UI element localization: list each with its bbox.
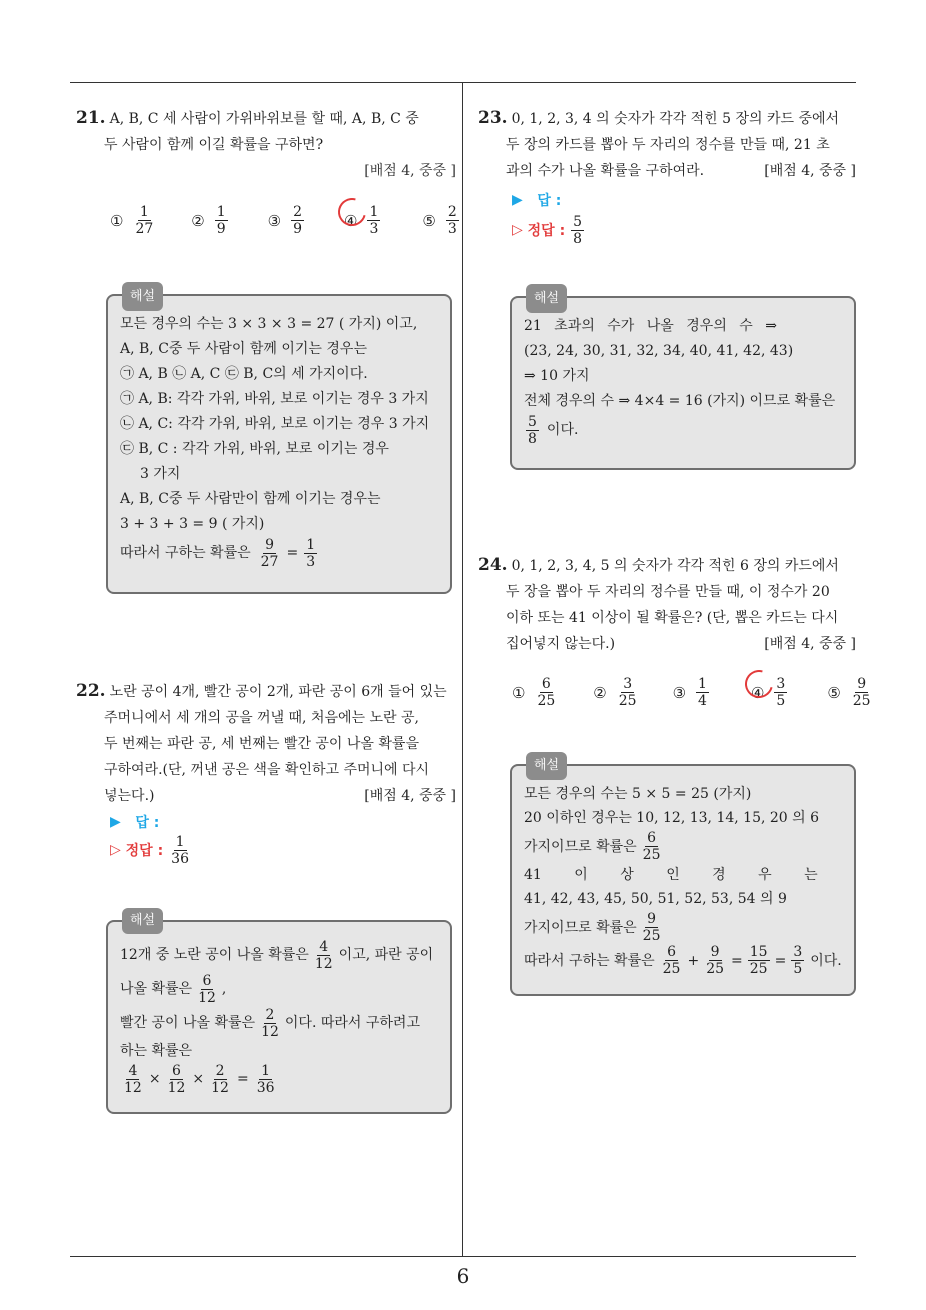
denominator: 12 bbox=[167, 1079, 186, 1096]
solution-line bbox=[120, 1062, 438, 1096]
fraction bbox=[313, 939, 335, 972]
solution-box-22 bbox=[106, 913, 452, 1114]
solution-line bbox=[524, 830, 842, 863]
solution-line: ㉢ B, C : 각각 가위, 바위, 보로 이기는 경우 bbox=[120, 441, 389, 457]
choice-5[interactable] bbox=[422, 204, 460, 237]
solution-line bbox=[120, 972, 438, 1006]
numerator: 3 bbox=[793, 944, 803, 960]
fraction bbox=[641, 911, 663, 944]
choice-2[interactable] bbox=[593, 676, 640, 709]
choice-4-selected[interactable] bbox=[751, 676, 789, 709]
solution-line: A, B, C중 두 사람만이 함께 이기는 경우는 bbox=[120, 491, 381, 507]
solution-line bbox=[120, 537, 438, 570]
denominator: 8 bbox=[573, 230, 583, 247]
solution-line: 하는 확률은 bbox=[120, 1043, 193, 1059]
numerator: 9 bbox=[265, 537, 274, 553]
solution-box-21 bbox=[106, 289, 452, 594]
fraction bbox=[166, 1063, 188, 1096]
fraction bbox=[617, 676, 639, 709]
denominator: 12 bbox=[124, 1079, 142, 1096]
numerator: 1 bbox=[216, 204, 226, 220]
question-number: 23. bbox=[478, 108, 508, 128]
score-label: [배점 4, 중중 ] bbox=[364, 788, 456, 804]
numerator: 9 bbox=[647, 911, 657, 927]
question-text: 집어넣지 않는다.) bbox=[506, 636, 616, 652]
fraction bbox=[661, 944, 683, 977]
question-text: 노란 공이 4개, 빨간 공이 2개, 파란 공이 6개 들어 있는 bbox=[109, 684, 447, 700]
plus-sign: + bbox=[687, 952, 700, 969]
numerator: 3 bbox=[623, 676, 633, 692]
question-21 bbox=[76, 105, 456, 184]
fraction bbox=[851, 676, 873, 709]
numerator: 2 bbox=[265, 1006, 275, 1023]
question-text: 두 번째는 파란 공, 세 번째는 빨간 공이 나올 확률을 bbox=[104, 736, 419, 752]
denominator: 25 bbox=[662, 961, 681, 977]
answer-area-22 bbox=[110, 808, 193, 867]
denominator: 25 bbox=[642, 847, 661, 863]
equals-sign: = bbox=[731, 952, 743, 969]
correct-label: 정답 : bbox=[125, 843, 164, 859]
denominator: 25 bbox=[706, 961, 725, 977]
solution-line: ㉡ A, C: 각각 가위, 바위, 보로 이기는 경우 3 가지 bbox=[120, 416, 430, 432]
fraction bbox=[259, 537, 281, 570]
solution-line: 3 + 3 + 3 = 9 ( 가지) bbox=[120, 516, 265, 532]
numerator: 2 bbox=[447, 204, 457, 220]
denominator: 36 bbox=[256, 1079, 275, 1096]
numerator: 1 bbox=[175, 833, 185, 850]
numerator: 6 bbox=[202, 972, 212, 989]
answer-circle-icon bbox=[740, 665, 778, 703]
numerator: 9 bbox=[710, 944, 720, 960]
denominator: 3 bbox=[306, 554, 316, 570]
equals-sign: = bbox=[286, 545, 299, 561]
equals-sign: = bbox=[236, 1071, 249, 1087]
choice-mark: ④ bbox=[344, 211, 358, 230]
choice-mark: ① bbox=[512, 683, 526, 702]
question-text: 과의 수가 나올 확률을 구하여라. bbox=[506, 163, 705, 179]
numerator: 6 bbox=[172, 1062, 181, 1079]
solution-line bbox=[120, 1006, 438, 1040]
choice-3[interactable] bbox=[673, 676, 711, 709]
numerator: 5 bbox=[573, 213, 583, 230]
column-divider bbox=[462, 82, 463, 1256]
score-label: [배점 4, 중중 ] bbox=[764, 163, 856, 179]
solution-line: (23, 24, 30, 31, 32, 34, 40, 41, 42, 43) bbox=[524, 343, 794, 359]
score-label: [배점 4, 중중 ] bbox=[364, 163, 456, 179]
choice-mark: ④ bbox=[750, 683, 765, 702]
numerator: 1 bbox=[261, 1062, 271, 1079]
solution-text: 가지이므로 확률은 bbox=[524, 838, 637, 855]
denominator: 25 bbox=[642, 928, 661, 944]
solution-text: 나올 확률은 bbox=[120, 981, 193, 997]
numerator: 3 bbox=[776, 676, 786, 692]
choice-mark: ③ bbox=[672, 683, 687, 702]
solution-text: 빨간 공이 나올 확률은 bbox=[120, 1015, 256, 1031]
solution-text: 12개 중 노란 공이 나올 확률은 bbox=[120, 947, 309, 963]
denominator: 3 bbox=[369, 221, 379, 237]
solution-line bbox=[524, 944, 842, 977]
question-text: 두 장의 카드를 뽑아 두 자리의 정수를 만들 때, 21 초 bbox=[506, 137, 830, 153]
fraction bbox=[255, 1063, 277, 1096]
denominator: 9 bbox=[293, 221, 303, 237]
numerator: 1 bbox=[698, 676, 707, 692]
fraction bbox=[215, 204, 228, 237]
question-text: 넣는다.) bbox=[104, 788, 155, 804]
numerator: 4 bbox=[319, 938, 329, 955]
answer-label: 답 : bbox=[537, 193, 562, 209]
denominator: 25 bbox=[537, 693, 556, 709]
solution-text: 따라서 구하는 확률은 bbox=[524, 952, 655, 969]
solution-line: 41 이 상 인 경 우 는 bbox=[524, 867, 818, 883]
numerator: 15 bbox=[749, 944, 768, 960]
choice-mark: ① bbox=[110, 211, 124, 230]
solution-line: ⇒ 10 가지 bbox=[524, 368, 590, 384]
denominator: 3 bbox=[447, 221, 457, 237]
numerator: 6 bbox=[647, 830, 657, 846]
choice-4-selected[interactable] bbox=[344, 204, 382, 237]
fraction bbox=[122, 1063, 144, 1096]
fraction bbox=[641, 830, 663, 863]
question-text: 주머니에서 세 개의 공을 꺼낼 때, 처음에는 노란 공, bbox=[104, 710, 419, 726]
fraction bbox=[535, 676, 557, 709]
solution-line: ㉠ A, B ㉡ A, C ㉢ B, C의 세 가지이다. bbox=[120, 366, 368, 382]
solution-line: 모든 경우의 수는 5 × 5 = 25 (가지) bbox=[524, 786, 752, 802]
answer-area-23 bbox=[512, 186, 586, 246]
fraction bbox=[696, 676, 709, 709]
choices-21 bbox=[110, 204, 489, 237]
solution-box-24 bbox=[510, 758, 856, 996]
solution-text: 따라서 구하는 확률은 bbox=[120, 545, 251, 561]
fraction bbox=[704, 944, 726, 977]
question-text: 0, 1, 2, 3, 4 의 숫자가 각각 적힌 5 장의 카드 중에서 bbox=[511, 111, 840, 127]
page-number: 6 bbox=[456, 1264, 470, 1288]
numerator: 4 bbox=[128, 1062, 138, 1079]
fraction bbox=[169, 834, 191, 867]
fraction bbox=[209, 1063, 231, 1096]
play-icon: ▶ bbox=[512, 192, 538, 208]
fraction bbox=[774, 676, 787, 709]
question-text: 구하여라.(단, 꺼낸 공은 색을 확인하고 주머니에 다시 bbox=[104, 762, 430, 778]
question-number: 22. bbox=[76, 681, 106, 701]
denominator: 12 bbox=[198, 989, 216, 1006]
answer-circle-icon bbox=[333, 193, 371, 231]
numerator: 6 bbox=[667, 944, 676, 960]
score-label: [배점 4, 중중 ] bbox=[764, 636, 856, 652]
triangle-icon: ▷ bbox=[110, 842, 126, 858]
top-rule bbox=[70, 82, 856, 83]
numerator: 6 bbox=[541, 676, 551, 692]
question-24 bbox=[478, 552, 856, 657]
solution-line: 21 초과의 수가 나올 경우의 수 ⇒ bbox=[524, 318, 778, 334]
denominator: 5 bbox=[793, 961, 803, 977]
times-sign: × bbox=[148, 1071, 161, 1087]
triangle-icon: ▷ bbox=[512, 222, 528, 238]
choice-mark: ⑤ bbox=[422, 211, 436, 230]
choice-1[interactable] bbox=[512, 676, 559, 709]
choice-mark: ③ bbox=[267, 211, 282, 230]
fraction bbox=[791, 944, 804, 977]
denominator: 25 bbox=[852, 693, 871, 709]
correct-label: 정답 : bbox=[527, 223, 566, 239]
solution-text: 이다. 따라서 구하려고 bbox=[284, 1015, 420, 1031]
numerator: 5 bbox=[528, 414, 537, 430]
solution-text: 이다. bbox=[546, 422, 579, 438]
question-number: 24. bbox=[478, 555, 508, 575]
fraction bbox=[133, 204, 155, 237]
solution-text: 가지이므로 확률은 bbox=[524, 919, 637, 936]
denominator: 25 bbox=[749, 961, 768, 977]
fraction bbox=[259, 1007, 281, 1040]
solution-tag: 해설 bbox=[122, 282, 163, 311]
denominator: 4 bbox=[698, 693, 707, 709]
question-text: A, B, C 세 사람이 가위바위보를 할 때, A, B, C 중 bbox=[109, 111, 419, 127]
play-icon: ▶ bbox=[110, 814, 136, 830]
fraction bbox=[571, 214, 584, 247]
numerator: 1 bbox=[306, 537, 316, 553]
denominator: 12 bbox=[314, 955, 333, 972]
choices-24 bbox=[512, 676, 903, 709]
solution-line: 41, 42, 43, 45, 50, 51, 52, 53, 54 의 9 bbox=[524, 891, 787, 907]
numerator: 9 bbox=[857, 676, 867, 692]
choice-3[interactable] bbox=[268, 204, 306, 237]
fraction bbox=[367, 204, 380, 237]
numerator: 1 bbox=[369, 204, 379, 220]
solution-text: , bbox=[221, 981, 227, 997]
question-text: 두 장을 뽑아 두 자리의 정수를 만들 때, 이 정수가 20 bbox=[506, 584, 830, 600]
denominator: 5 bbox=[776, 693, 786, 709]
choice-2[interactable] bbox=[191, 204, 229, 237]
denominator: 27 bbox=[260, 554, 279, 570]
choice-1[interactable] bbox=[110, 204, 157, 237]
denominator: 27 bbox=[135, 221, 154, 237]
fraction bbox=[291, 204, 304, 237]
numerator: 2 bbox=[293, 204, 303, 220]
question-number: 21. bbox=[76, 108, 106, 128]
equals-sign: = bbox=[774, 952, 787, 969]
denominator: 25 bbox=[618, 693, 637, 709]
numerator: 2 bbox=[215, 1062, 225, 1079]
solution-line: ㉠ A, B: 각각 가위, 바위, 보로 이기는 경우 3 가지 bbox=[120, 391, 429, 407]
fraction bbox=[446, 204, 459, 237]
bottom-rule bbox=[70, 1256, 856, 1257]
solution-text: 이다. bbox=[810, 952, 842, 969]
denominator: 12 bbox=[261, 1023, 279, 1040]
fraction bbox=[196, 973, 218, 1006]
solution-box-23 bbox=[510, 291, 856, 470]
solution-line: 20 이하인 경우는 10, 12, 13, 14, 15, 20 의 6 bbox=[524, 810, 820, 826]
solution-text: 이고, 파란 공이 bbox=[338, 947, 434, 963]
solution-line: A, B, C중 두 사람이 함께 이기는 경우는 bbox=[120, 341, 367, 357]
question-22 bbox=[76, 678, 456, 809]
choice-mark: ② bbox=[191, 211, 205, 230]
solution-tag: 해설 bbox=[526, 284, 567, 313]
question-text: 두 사람이 함께 이길 확률을 구하면? bbox=[104, 137, 324, 153]
denominator: 8 bbox=[528, 431, 537, 447]
times-sign: × bbox=[192, 1071, 205, 1087]
solution-line bbox=[524, 911, 842, 944]
numerator: 1 bbox=[139, 204, 149, 220]
solution-line bbox=[120, 938, 438, 972]
choice-mark: ⑤ bbox=[827, 683, 841, 702]
choice-mark: ② bbox=[593, 683, 607, 702]
solution-tag: 해설 bbox=[526, 752, 567, 780]
denominator: 12 bbox=[211, 1079, 229, 1096]
fraction bbox=[526, 414, 539, 447]
question-text: 이하 또는 41 이상이 될 확률은? (단, 뽑은 카드는 다시 bbox=[506, 610, 839, 626]
question-text: 0, 1, 2, 3, 4, 5 의 숫자가 각각 적힌 6 장의 카드에서 bbox=[511, 558, 839, 574]
denominator: 36 bbox=[171, 850, 189, 867]
solution-tag: 해설 bbox=[122, 908, 163, 934]
answer-label: 답 : bbox=[135, 815, 160, 831]
choice-5[interactable] bbox=[827, 676, 874, 709]
solution-line: 전체 경우의 수 ⇒ 4×4 = 16 (가지) 이므로 확률은 bbox=[524, 393, 836, 409]
fraction bbox=[748, 944, 770, 977]
solution-line: 모든 경우의 수는 3 × 3 × 3 = 27 ( 가지) 이고, bbox=[120, 316, 418, 332]
solution-line bbox=[524, 414, 842, 447]
solution-line: 3 가지 bbox=[140, 466, 181, 482]
denominator: 9 bbox=[216, 221, 226, 237]
fraction bbox=[304, 537, 317, 570]
question-23 bbox=[478, 105, 856, 184]
